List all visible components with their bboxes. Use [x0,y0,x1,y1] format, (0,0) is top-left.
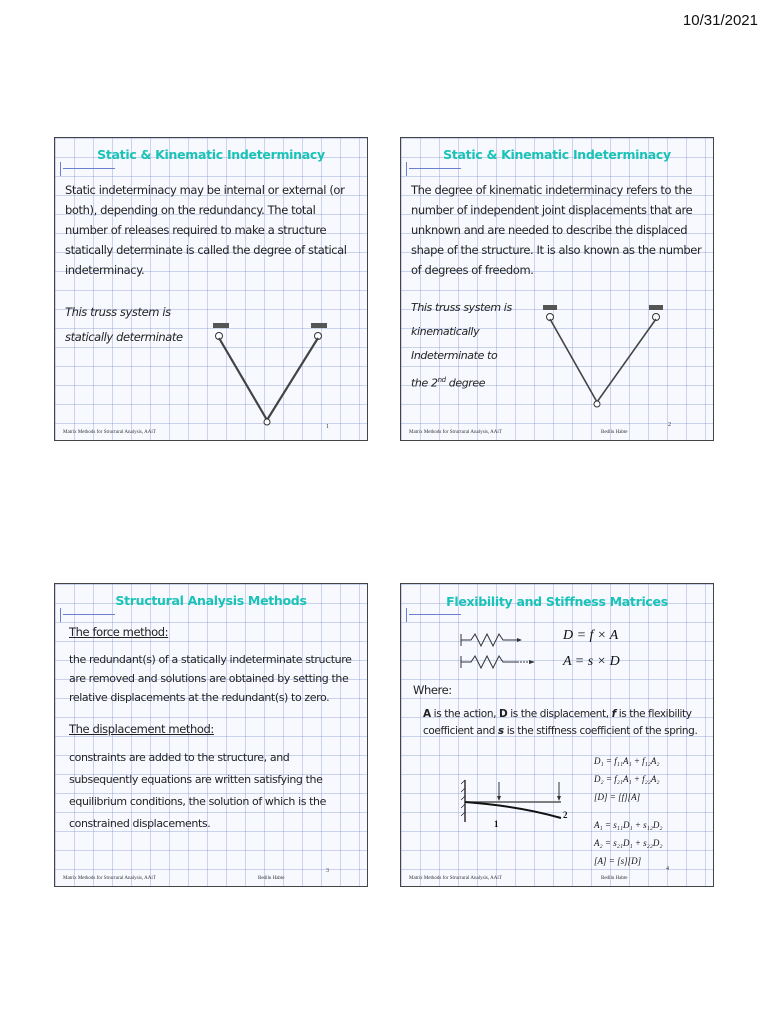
title-decoration [406,608,407,622]
page-number: 3 [326,868,329,874]
slide-title: Flexibility and Stiffness Matrices [446,594,668,609]
slide-title: Structural Analysis Methods [115,593,307,608]
slide-4 [400,583,714,887]
slide-body: The degree of kinematic indeterminacy refers to the number of independent joint displacements that are unknown and are needed to describe the displaced shape of the structure. It is also known as the number of degrees of freedom. [411,183,702,277]
slide-body: Static indeterminacy may be internal or external (or both), depending on the redundancy. The total number of releases required to make a structure statically determinate is called the degree of statical indeterminacy. [65,183,347,277]
caption-line: the 2nd degree [411,376,486,390]
slide-footer: Matrix Methods for Structural Analysis, AAiT [409,876,502,881]
cantilever-diagram [459,772,579,832]
title-decoration [406,162,407,176]
equation: D = f × A [563,628,619,643]
matrix-equation: [D] = [f][A] [594,792,641,802]
section-heading: The displacement method: [69,722,214,736]
where-label: Where: [413,683,452,697]
slide-author: Bedilu Habte [601,430,628,435]
slide-1 [54,137,368,441]
slide-body: A is the action, D is the displacement, f is the flexibility coefficient and s is the stiffness coefficient of the spring. [423,708,698,737]
slide-title: Static & Kinematic Indeterminacy [97,147,325,162]
slide-footer: Matrix Methods for Structural Analysis, AAiT [63,430,156,435]
slide-footer: Matrix Methods for Structural Analysis, AAiT [63,876,156,881]
caption-line: kinematically [411,325,480,338]
caption-line: statically determinate [65,330,183,344]
caption-line: This truss system is [65,305,171,319]
matrix-equation: A₁ = s₁₁D₁ + s₁₂D₂ [594,820,663,830]
matrix-equation: D₂ = f₂₁A₁ + f₂₂A₂ [594,774,660,784]
slide-body: constraints are added to the structure, and subsequently equations are written satisfying the equilibrium conditions, the solution of which is the constrained displacements. [69,751,326,830]
title-decoration [60,162,61,176]
page-number: 1 [326,424,329,430]
node-label: 1 [494,819,499,829]
title-decoration [60,608,61,622]
equation: A = s × D [563,654,620,669]
print-date: 10/31/2021 [682,12,758,29]
truss-diagram [541,300,671,410]
page-number: 2 [668,422,671,428]
slide-footer: Matrix Methods for Structural Analysis, AAiT [409,430,502,435]
caption-line: Indeterminate to [411,349,498,362]
title-decoration [63,614,115,615]
slide-body: the redundant(s) of a statically indeterminate structure are removed and solutions are obtained by setting the relative displacements at the redundant(s) to zero. [69,653,352,704]
section-heading: The force method: [69,625,169,639]
title-decoration [63,168,115,169]
page-number: 4 [666,866,669,872]
slide-3 [54,583,368,887]
title-decoration [409,614,461,615]
node-label: 2 [563,810,568,820]
truss-diagram [205,318,335,428]
slide-title: Static & Kinematic Indeterminacy [443,147,671,162]
caption-line: This truss system is [411,301,512,314]
matrix-equation: D₁ = f₁₁A₁ + f₁₂A₂ [594,756,660,766]
slide-author: Bedilu Habte [601,876,628,881]
slide-2 [400,137,714,441]
slide-author: Bedilu Habte [258,876,285,881]
spring-diagram [459,630,549,670]
matrix-equation: A₂ = s₂₁D₁ + s₂₂D₂ [594,838,663,848]
matrix-equation: [A] = [s][D] [594,856,642,866]
title-decoration [409,168,461,169]
